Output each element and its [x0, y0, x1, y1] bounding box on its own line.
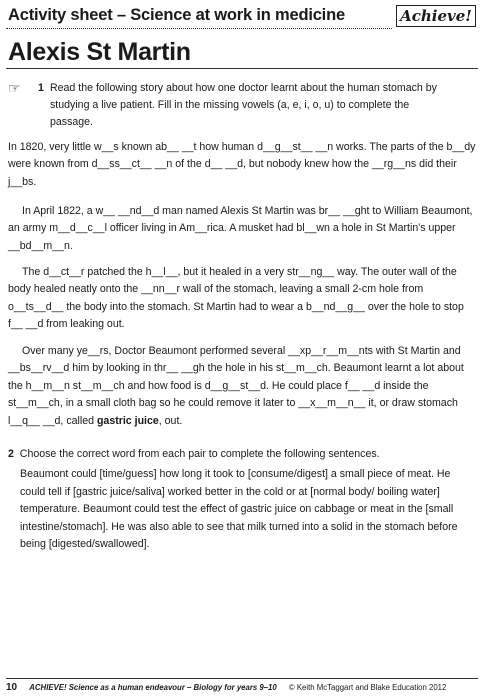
question-2-number: 2	[8, 448, 14, 460]
page-number: 10	[6, 682, 18, 693]
paragraph-4-text: Over many ye__rs, Doctor Beaumont performed several __xp__r__m__nts with St Martin and __bs__rv__d him by looking in thr__ __gh the hole in his st__m__ch. Beaumont learnt a lot about the h__m__n st__m__ch and how food is d__g__st__d. He could place f__ __d inside the st__m__ch, in a small cloth bag so he could remove it later to __x__m__n__ it, or draw stomach l__q__ __d, called	[8, 345, 464, 427]
copyright-notice: © Keith McTaggart and Blake Education 2012	[288, 683, 447, 692]
activity-sheet-title: Activity sheet – Science at work in medicine	[8, 6, 345, 24]
question-1-text: Read the following story about how one doctor learnt about the human stomach by studying a live patient. Fill in the missing vowels (a, e, i, o, u) to complete the passage.	[50, 82, 437, 128]
paragraph-4-end: , out.	[158, 414, 183, 427]
gastric-juice-term: gastric juice	[96, 414, 159, 427]
passage-paragraph-3: The d__ct__r patched the h__l__, but it healed in a very str__ng__ way. The outer wall of the body healed neatly onto the __nn__r wall of the stomach, leaving a small 2-cm hole from o__ts__d__ the body into the stomach. St Martin had to wear a b__nd__g__ over the hole to stop f__ __d from leaking out.	[8, 266, 464, 331]
passage-paragraph-1: In 1820, very little w__s known ab__ __t how human d__g__st__ __n works. The parts of the b__dy were known from d__ss__ct__ __n of the d__ __d, but nobody knew how the __rg__ns did their j__bs.	[8, 141, 476, 188]
question-1-number: 1	[38, 82, 44, 94]
page-title: Alexis St Martin	[8, 38, 191, 66]
passage-paragraph-4	[8, 343, 476, 430]
achieve-badge: Achieve!	[396, 5, 476, 27]
page-footer	[6, 682, 478, 694]
header-dotted-rule	[6, 28, 392, 29]
page-header	[6, 4, 478, 30]
question-2	[8, 446, 476, 463]
question-2-text: Choose the correct word from each pair to complete the following sentences.	[19, 448, 380, 460]
footer-divider	[6, 678, 478, 679]
pointing-hand-icon: ☞	[8, 80, 21, 96]
book-title: ACHIEVE! Science as a human endeavour – Biology for years 9–10	[29, 683, 277, 692]
passage-paragraph-2: In April 1822, a w__ __nd__d man named Alexis St Martin was br__ __ght to William Beaumont, an army m__d__c__l officer living in Am__rica. A musket had bl__wn a hole in St Martin's upper __bd__m__n.	[8, 205, 473, 252]
title-divider	[6, 68, 478, 69]
question-2-passage: Beaumont could [time/guess] how long it took to [consume/digest] a small piece of meat. He could tell if [gastric juice/saliva] worked better in the cold or at [normal body/ boiling water] temperature. Beaumont could test the effect of gastric juice on cabbage or meat in the [small intestine/stomach]. He was also able to see that milk turned into a solid in the stomach before being [digested/swallowed].	[20, 468, 458, 551]
